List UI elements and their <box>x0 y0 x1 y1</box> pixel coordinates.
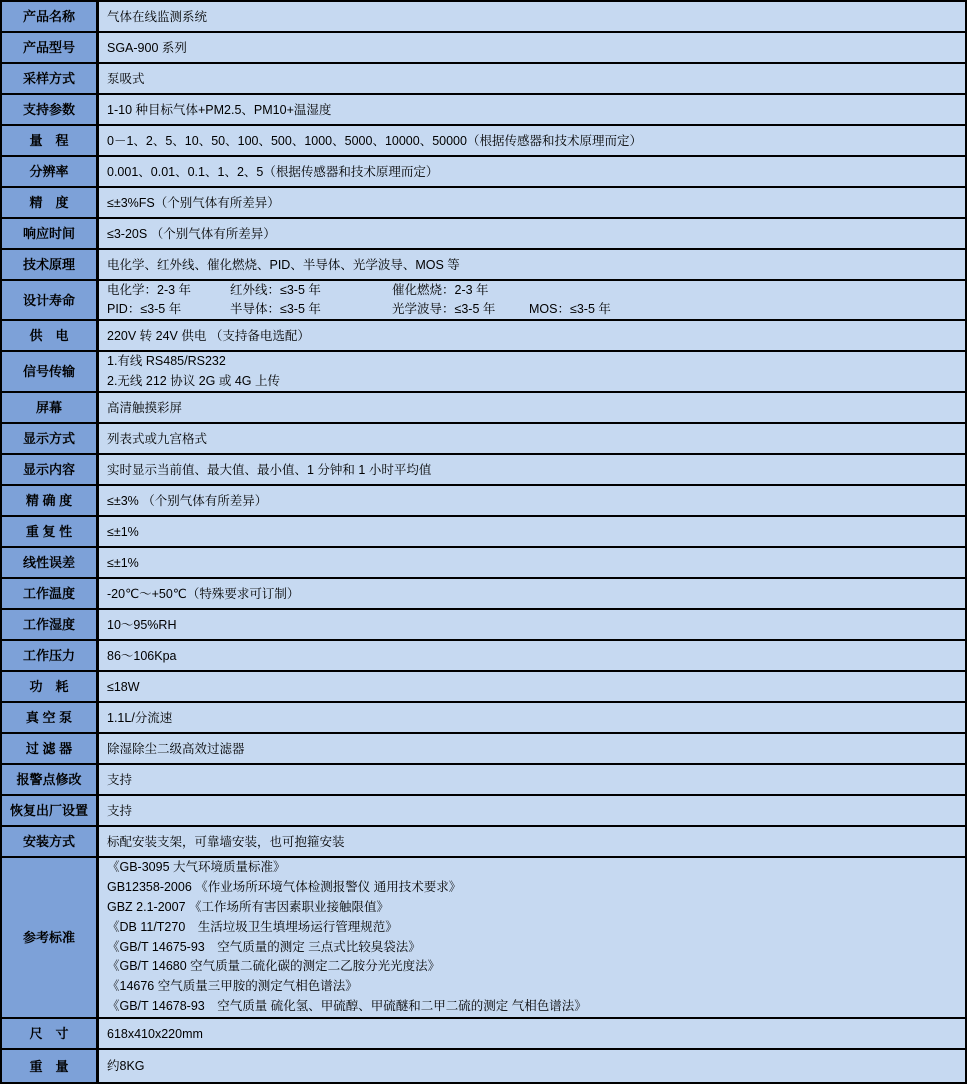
spec-label: 量 程 <box>2 126 99 155</box>
design-life-line <box>107 281 957 300</box>
table-row <box>2 352 965 393</box>
table-row <box>2 672 965 703</box>
design-life-item: PID：≤3-5 年 <box>107 302 182 316</box>
table-row <box>2 126 965 157</box>
spec-label: 产品名称 <box>2 2 99 31</box>
table-row <box>2 548 965 579</box>
table-row <box>2 827 965 858</box>
spec-label: 恢复出厂设置 <box>2 796 99 825</box>
spec-label: 供 电 <box>2 321 99 350</box>
table-row <box>2 734 965 765</box>
table-row <box>2 64 965 95</box>
design-life-item: 催化燃烧：2-3 年 <box>392 283 489 297</box>
design-life-item: 红外线：≤3-5 年 <box>230 283 321 297</box>
design-life-item <box>529 281 957 300</box>
design-life-item: 光学波导：≤3-5 年 <box>392 302 496 316</box>
value-line: 《GB/T 14680 空气质量二硫化碳的测定二乙胺分光光度法》 <box>107 959 441 974</box>
spec-value: 支持 <box>99 765 965 794</box>
table-row <box>2 858 965 1019</box>
spec-value: 支持 <box>99 796 965 825</box>
spec-value: 高清触摸彩屏 <box>99 393 965 422</box>
spec-label: 采样方式 <box>2 64 99 93</box>
spec-value: 泵吸式 <box>99 64 965 93</box>
table-row <box>2 610 965 641</box>
table-row <box>2 219 965 250</box>
spec-label: 信号传输 <box>2 352 99 391</box>
spec-label: 技术原理 <box>2 250 99 279</box>
table-row <box>2 1019 965 1050</box>
spec-label: 过 滤 器 <box>2 734 99 763</box>
table-row <box>2 157 965 188</box>
spec-label: 显示方式 <box>2 424 99 453</box>
spec-label: 分辨率 <box>2 157 99 186</box>
spec-value: -20℃～+50℃（特殊要求可订制） <box>99 579 965 608</box>
spec-value <box>99 858 965 1017</box>
spec-label: 线性误差 <box>2 548 99 577</box>
spec-label: 精 确 度 <box>2 486 99 515</box>
table-row <box>2 393 965 424</box>
spec-label: 屏幕 <box>2 393 99 422</box>
table-row <box>2 641 965 672</box>
spec-label: 安装方式 <box>2 827 99 856</box>
table-row <box>2 579 965 610</box>
value-line: GBZ 2.1-2007 《工作场所有害因素职业接触限值》 <box>107 899 389 914</box>
spec-value: SGA-900 系列 <box>99 33 965 62</box>
spec-value: ≤±1% <box>99 548 965 577</box>
value-line: 《GB-3095 大气环境质量标准》 <box>107 860 286 875</box>
spec-value: 618x410x220mm <box>99 1019 965 1048</box>
spec-label: 功 耗 <box>2 672 99 701</box>
spec-value: 列表式或九宫格式 <box>99 424 965 453</box>
spec-value: ≤±3%FS（个别气体有所差异） <box>99 188 965 217</box>
spec-label: 重 复 性 <box>2 517 99 546</box>
spec-value: 10～95%RH <box>99 610 965 639</box>
spec-value: 除湿除尘二级高效过滤器 <box>99 734 965 763</box>
design-life-line <box>107 300 957 319</box>
table-row <box>2 765 965 796</box>
design-life-item: 电化学：2-3 年 <box>107 283 192 297</box>
value-line: 《GB/T 14675-93 空气质量的测定 三点式比较臭袋法》 <box>107 939 421 954</box>
spec-label: 工作温度 <box>2 579 99 608</box>
spec-value: 1-10 种目标气体+PM2.5、PM10+温湿度 <box>99 95 965 124</box>
table-row <box>2 250 965 281</box>
spec-value: 0－1、2、5、10、50、100、500、1000、5000、10000、50000（根据传感器和技术原理而定） <box>99 126 965 155</box>
spec-value: ≤±1% <box>99 517 965 546</box>
value-line: 《14676 空气质量三甲胺的测定气相色谱法》 <box>107 979 358 994</box>
table-row <box>2 281 965 321</box>
spec-value: 约8KG <box>99 1050 965 1082</box>
spec-label: 设计寿命 <box>2 281 99 319</box>
spec-label: 响应时间 <box>2 219 99 248</box>
table-row <box>2 188 965 219</box>
spec-label: 尺 寸 <box>2 1019 99 1048</box>
design-life-item: 半导体：≤3-5 年 <box>230 302 321 316</box>
table-row <box>2 95 965 126</box>
value-line: 2.无线 212 协议 2G 或 4G 上传 <box>107 373 280 388</box>
spec-value: 0.001、0.01、0.1、1、2、5（根据传感器和技术原理而定） <box>99 157 965 186</box>
table-row <box>2 1050 965 1082</box>
spec-label: 工作压力 <box>2 641 99 670</box>
value-line: GB12358-2006 《作业场所环境气体检测报警仪 通用技术要求》 <box>107 880 462 895</box>
spec-value: ≤±3% （个别气体有所差异） <box>99 486 965 515</box>
design-life-item: MOS：≤3-5 年 <box>529 302 611 316</box>
table-row <box>2 33 965 64</box>
spec-value: 气体在线监测系统 <box>99 2 965 31</box>
spec-label: 重 量 <box>2 1050 99 1082</box>
value-line: 《GB/T 14678-93 空气质量 硫化氢、甲硫醇、甲硫醚和二甲二硫的测定 气相色谱法》 <box>107 998 587 1013</box>
value-line: 《DB 11/T270 生活垃圾卫生填埋场运行管理规范》 <box>107 919 398 934</box>
spec-label: 报警点修改 <box>2 765 99 794</box>
table-row <box>2 486 965 517</box>
spec-value: 1.1L/分流速 <box>99 703 965 732</box>
spec-value: 220V 转 24V 供电 （支持备电选配） <box>99 321 965 350</box>
spec-label: 精 度 <box>2 188 99 217</box>
spec-label: 参考标准 <box>2 858 99 1017</box>
spec-label: 真 空 泵 <box>2 703 99 732</box>
spec-value <box>99 281 965 319</box>
table-row <box>2 517 965 548</box>
spec-label: 产品型号 <box>2 33 99 62</box>
value-line: 1.有线 RS485/RS232 <box>107 354 226 368</box>
table-row <box>2 455 965 486</box>
spec-value: ≤3-20S （个别气体有所差异） <box>99 219 965 248</box>
table-row <box>2 796 965 827</box>
spec-value: ≤18W <box>99 672 965 701</box>
spec-label: 显示内容 <box>2 455 99 484</box>
spec-value: 标配安装支架，可靠墙安装，也可抱箍安装 <box>99 827 965 856</box>
table-row <box>2 321 965 352</box>
spec-value: 实时显示当前值、最大值、最小值、1 分钟和 1 小时平均值 <box>99 455 965 484</box>
table-row <box>2 703 965 734</box>
table-row <box>2 424 965 455</box>
spec-value: 86～106Kpa <box>99 641 965 670</box>
spec-value: 电化学、红外线、催化燃烧、PID、半导体、光学波导、MOS 等 <box>99 250 965 279</box>
spec-label: 支持参数 <box>2 95 99 124</box>
table-row <box>2 2 965 33</box>
spec-value <box>99 352 965 391</box>
spec-label: 工作湿度 <box>2 610 99 639</box>
